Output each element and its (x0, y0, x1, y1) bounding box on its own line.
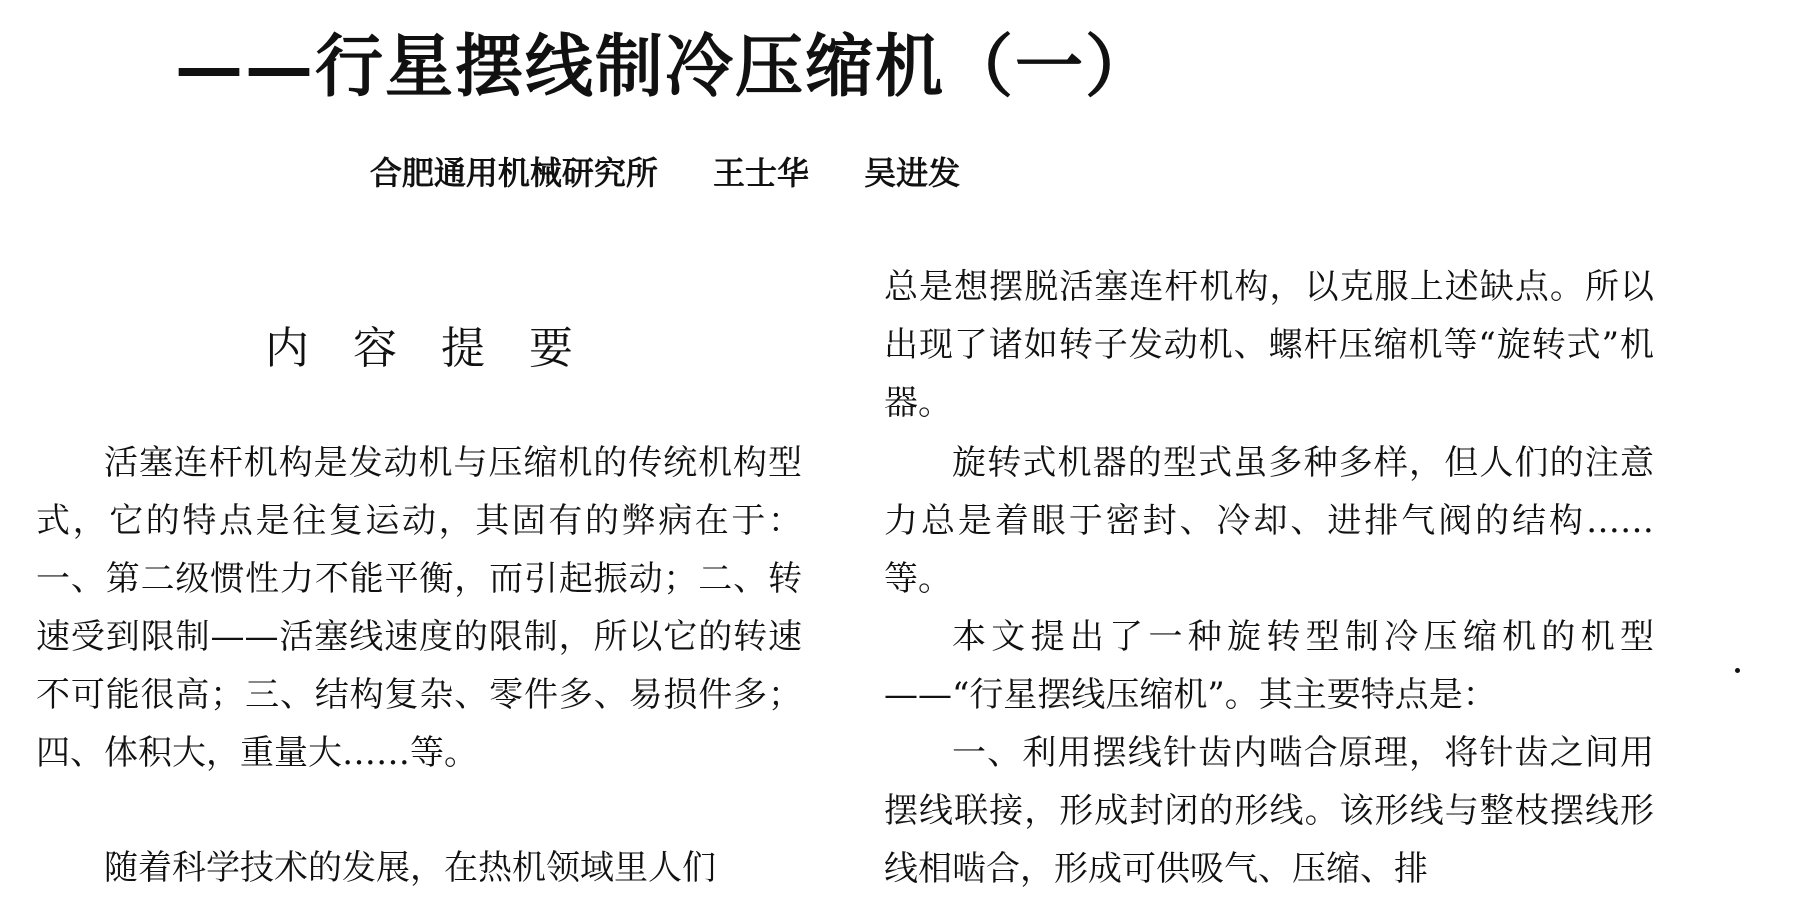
body-paragraph-3: 本文提出了一种旋转型制冷压缩机的机型——“行星摆线压缩机”。其主要特点是： (884, 617, 1654, 715)
byline (0, 148, 1330, 198)
abstract-paragraph-1: 活塞连杆机构是发动机与压缩机的传统机构型式，它的特点是往复运动，其固有的弊病在于：一、第二级惯性力不能平衡，而引起振动；二、转速受到限制——活塞线速度的限制，所以它的转速不可能很高；三、结构复杂、零件多、易损件多；四、体积大，重量大……等。 (36, 443, 802, 773)
article-title: ——行星摆线制冷压缩机（一） (174, 27, 1155, 107)
scan-speck (1735, 668, 1740, 673)
body-paragraph-1: 总是想摆脱活塞连杆机构，以克服上述缺点。所以出现了诸如转子发动机、螺杆压缩机等“旋转式”机器。 (884, 267, 1654, 423)
abstract-heading: 内容提要 (265, 323, 617, 374)
body-paragraph-4: 一、利用摆线针齿内啮合原理，将针齿之间用摆线联接，形成封闭的形线。该形线与整枝摆线形线相啮合，形成可供吸气、压缩、排 (884, 733, 1654, 889)
body-paragraph-2: 旋转式机器的型式虽多种多样，但人们的注意力总是着眼于密封、冷却、进排气阀的结构……等。 (884, 443, 1654, 599)
author-institution: 合肥通用机械研究所 (369, 154, 658, 192)
author-name-1: 王士华 (712, 154, 809, 192)
author-name-2: 吴进发 (864, 154, 961, 192)
abstract-paragraph-2: 随着科学技术的发展，在热机领域里人们 (104, 848, 716, 888)
